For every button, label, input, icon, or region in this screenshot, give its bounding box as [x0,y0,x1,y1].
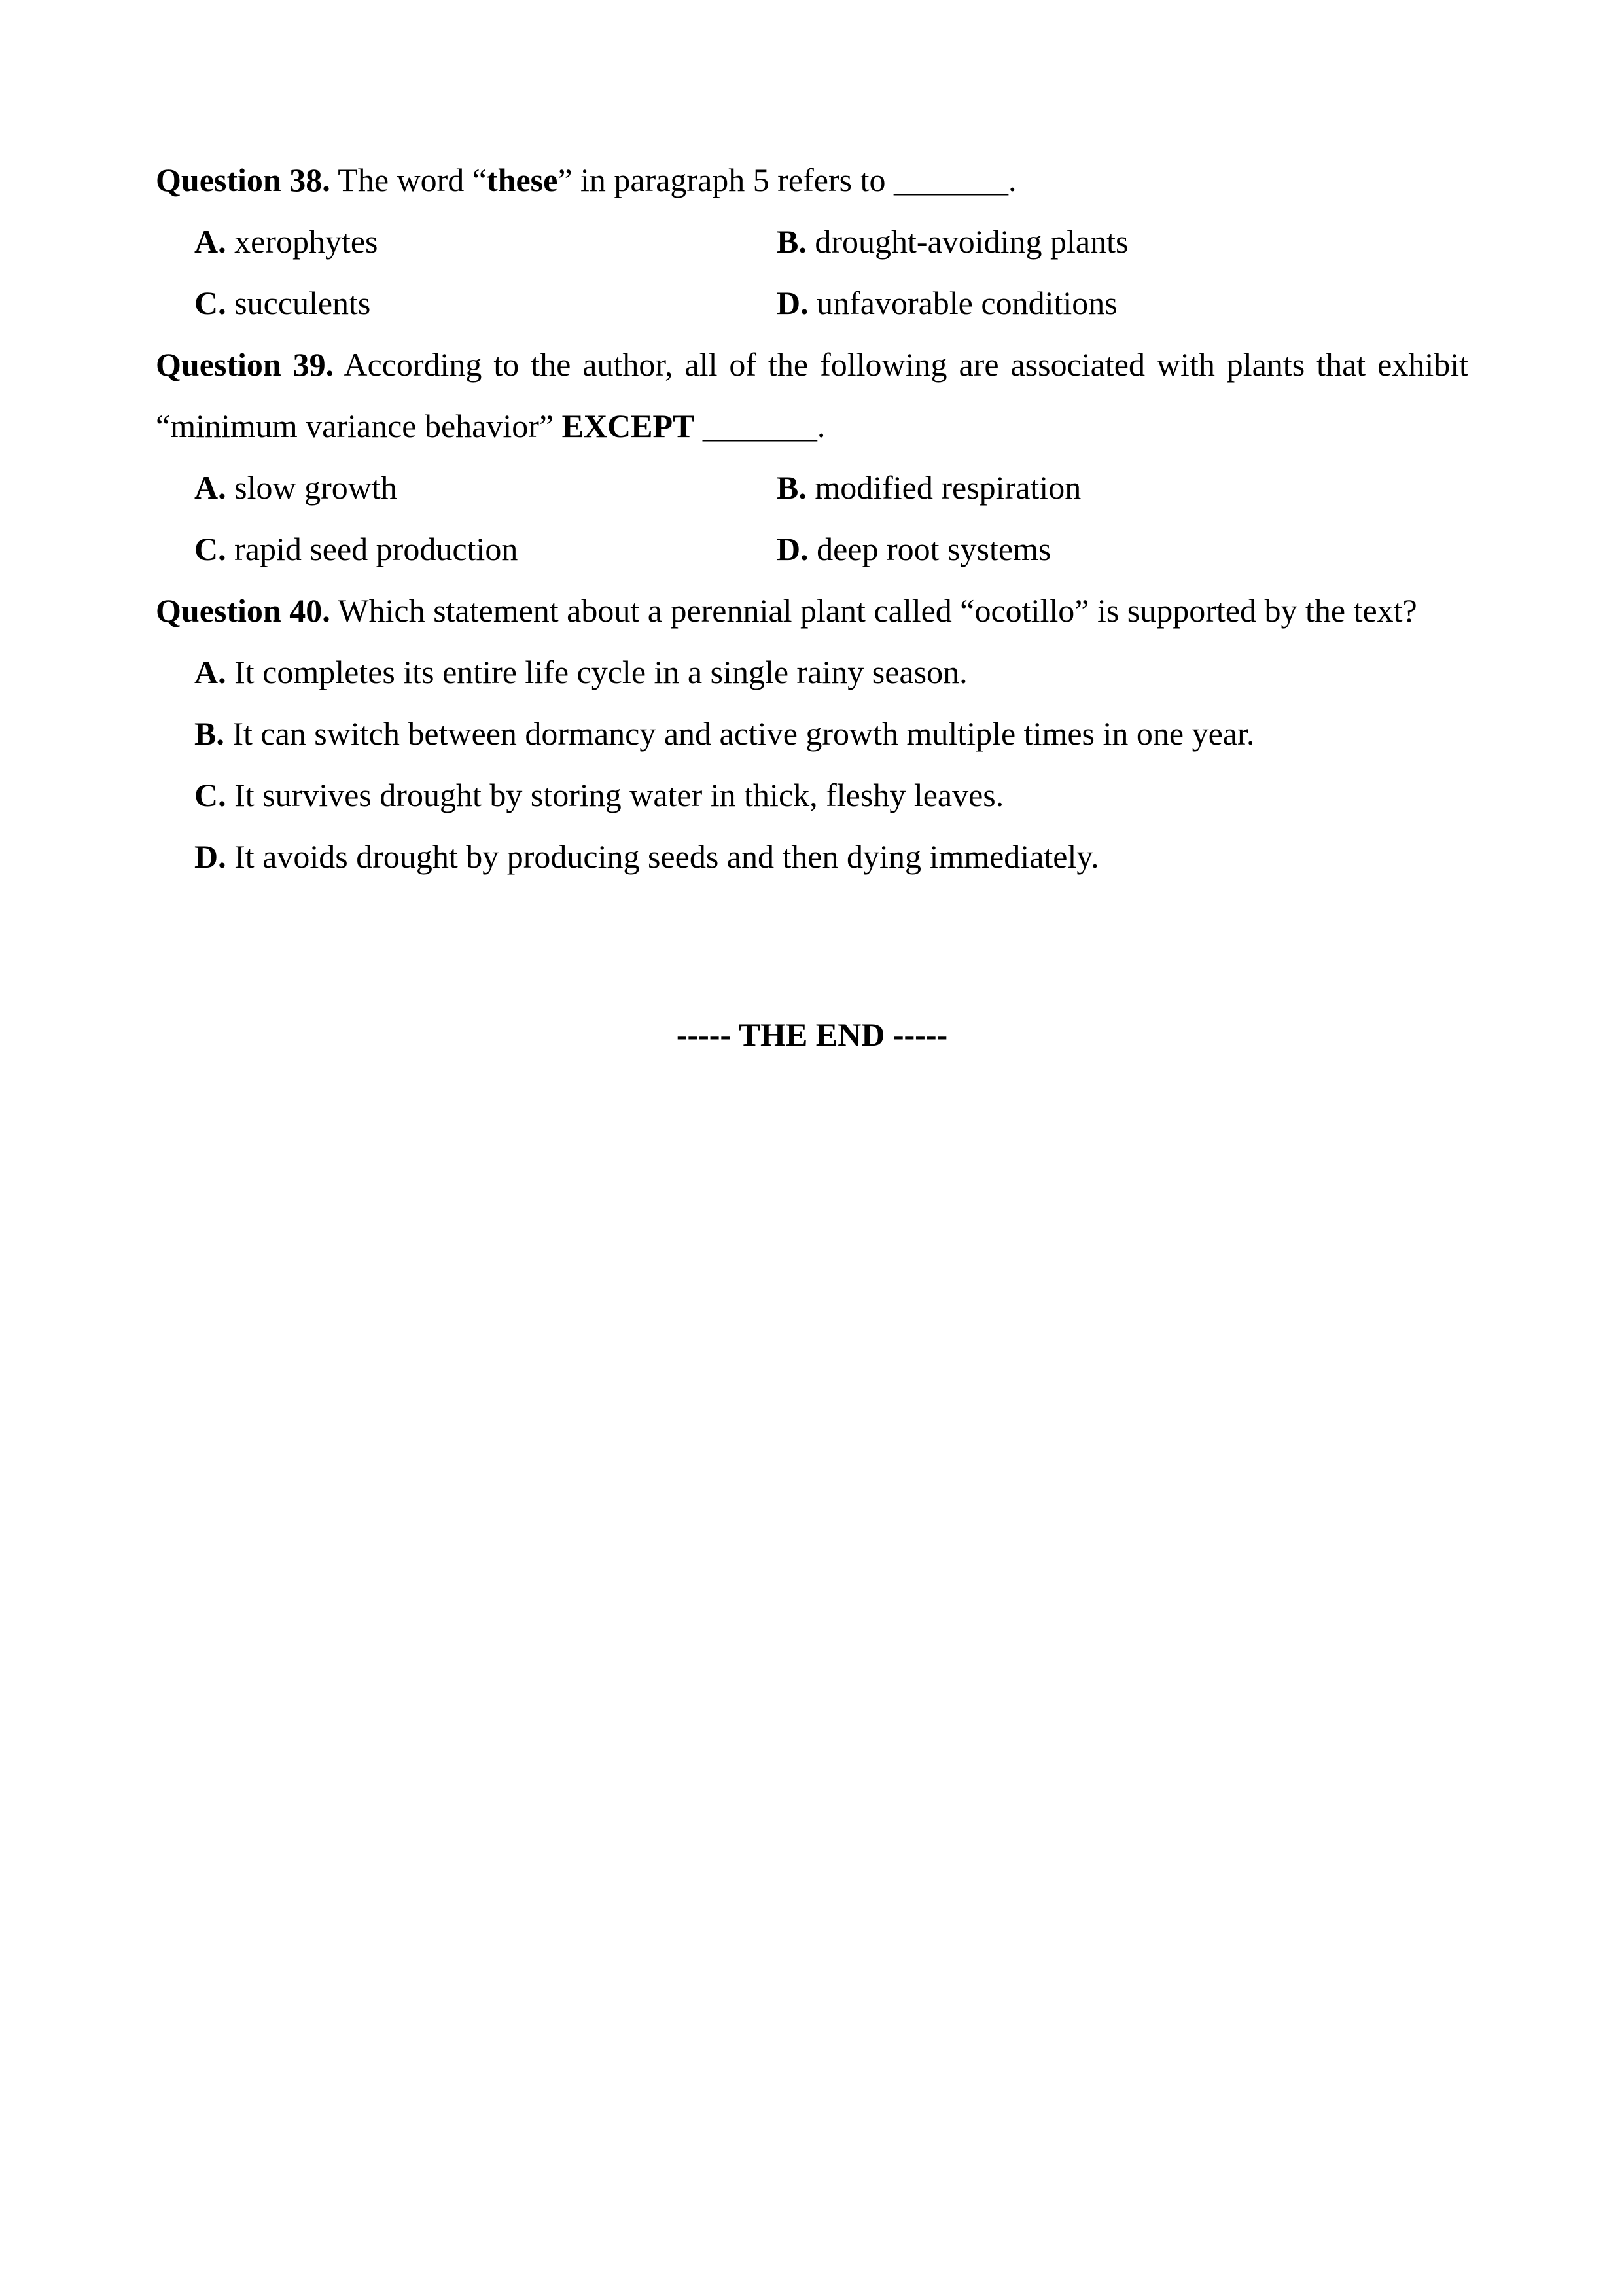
option-b[interactable] [194,703,1468,764]
question-stem [156,334,1468,457]
question-number: Question 39. [156,346,334,383]
stem-text: According to the author, all of the following are associated with plants that exhibit “minimum variance behavior” [156,346,1468,444]
option-letter: C. [194,531,226,567]
stem-text: ” in paragraph 5 refers to _______. [557,162,1017,198]
option-letter: A. [194,654,226,690]
question-39 [156,334,1468,580]
option-b[interactable] [777,211,1431,272]
option-text: deep root systems [808,531,1051,567]
exam-page [156,149,1468,887]
answer-options [156,211,1468,334]
answer-options [156,457,1468,580]
option-text: It can switch between dormancy and active growth multiple times in one year. [224,715,1255,752]
option-a[interactable] [194,211,777,272]
option-d[interactable] [777,518,1431,580]
stem-text: The word “ [330,162,487,198]
question-40 [156,580,1468,887]
the-end-footer: ----- THE END ----- [676,1016,948,1053]
option-letter: B. [777,223,807,260]
stem-keyword: these [487,162,558,198]
option-b[interactable] [777,457,1431,518]
option-text: modified respiration [806,469,1082,506]
option-d[interactable] [194,826,1468,887]
option-letter: C. [194,777,226,813]
question-38 [156,149,1468,334]
option-text: It completes its entire life cycle in a single rainy season. [226,654,968,690]
option-c[interactable] [194,518,777,580]
option-letter: A. [194,469,226,506]
stem-text: _______. [694,408,826,444]
question-stem [156,149,1468,211]
question-stem [156,580,1468,641]
option-text: rapid seed production [226,531,518,567]
option-text: slow growth [226,469,397,506]
option-letter: D. [777,531,809,567]
option-text: It survives drought by storing water in thick, fleshy leaves. [226,777,1004,813]
option-a[interactable] [194,457,777,518]
option-text: unfavorable conditions [808,285,1118,321]
answer-options [156,641,1468,887]
option-text: It avoids drought by producing seeds and then dying immediately. [226,838,1099,875]
option-letter: A. [194,223,226,260]
option-letter: B. [777,469,807,506]
option-a[interactable] [194,641,1468,703]
option-text: xerophytes [226,223,378,260]
option-c[interactable] [194,272,777,334]
option-letter: D. [777,285,809,321]
question-number: Question 40. [156,592,330,629]
option-text: succulents [226,285,371,321]
stem-text: Which statement about a perennial plant called “ocotillo” is supported by the text? [330,592,1417,629]
option-letter: B. [194,715,224,752]
option-text: drought-avoiding plants [806,223,1129,260]
option-d[interactable] [777,272,1431,334]
stem-keyword: EXCEPT [561,408,695,444]
option-c[interactable] [194,764,1468,826]
option-letter: D. [194,838,226,875]
option-letter: C. [194,285,226,321]
question-number: Question 38. [156,162,330,198]
